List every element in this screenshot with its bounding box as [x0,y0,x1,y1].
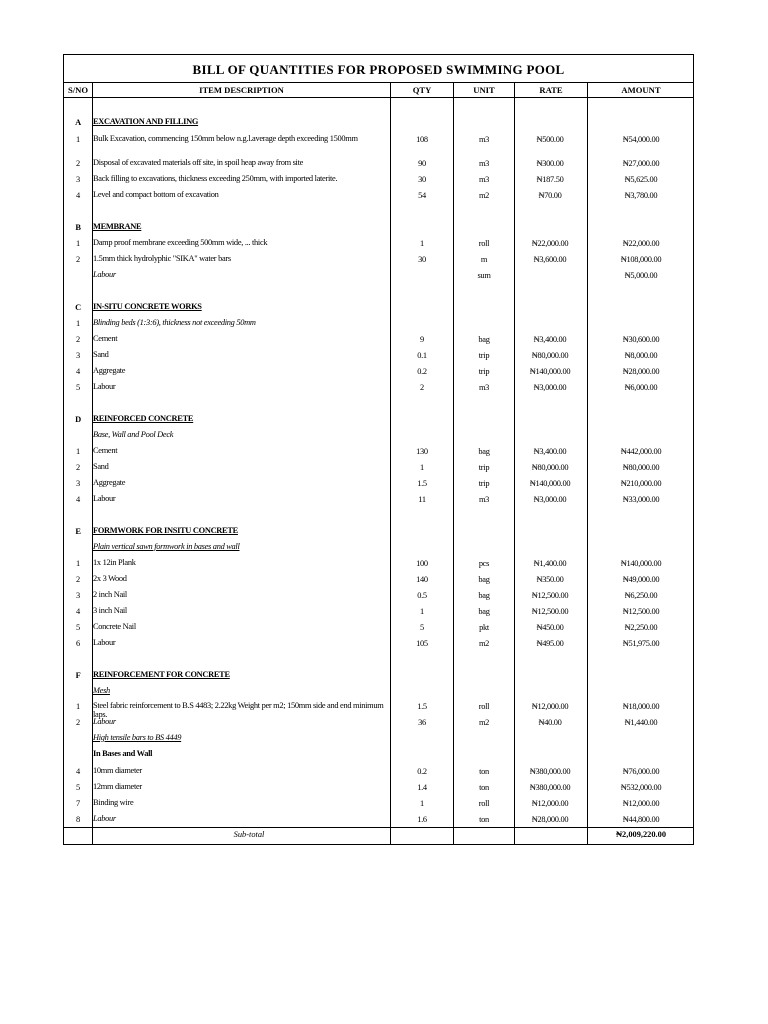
sno-cell: 2 [76,159,80,168]
sno-cell: 1 [76,702,80,711]
rate-cell: ₦3,600.00 [533,255,567,264]
unit-cell: m2 [478,191,490,200]
description-cell: Cement [93,446,118,455]
header-amount: AMOUNT [621,85,661,95]
unit-cell: m [480,255,488,264]
rate-cell: ₦300.00 [536,159,564,168]
col-divider-desc [390,83,391,844]
qty-cell: 1 [420,239,424,248]
amount-cell: ₦54,000.00 [622,135,660,144]
qty-cell: 36 [418,718,426,727]
subtotal-label: Sub-total [233,830,265,839]
description-cell: Labour [93,638,116,647]
description-cell: In Bases and Wall [93,749,153,758]
description-cell: Steel fabric reinforcement to B.S 4483; 2.22kg Weight per m2; 150mm side and end minimum laps. [93,701,384,719]
sno-cell: 4 [76,495,80,504]
sno-cell: 5 [76,383,80,392]
header-rate: RATE [539,85,563,95]
amount-cell: ₦49,000.00 [622,575,660,584]
amount-cell: ₦44,800.00 [622,815,660,824]
unit-cell: bag [478,335,490,344]
rate-cell: ₦380,000.00 [529,767,571,776]
unit-cell: roll [478,239,490,248]
sno-cell: 2 [76,718,80,727]
unit-cell: bag [478,447,490,456]
sno-cell: 2 [76,335,80,344]
rate-cell: ₦28,000.00 [531,815,569,824]
sno-cell: 2 [76,255,80,264]
rate-cell: ₦12,000.00 [531,702,569,711]
rate-cell: ₦12,500.00 [531,591,569,600]
unit-cell: m3 [478,175,490,184]
qty-cell: 5 [420,623,424,632]
header-sno: S/NO [67,85,89,95]
sno-cell: 1 [76,319,80,328]
sno-cell: 2 [76,463,80,472]
description-cell: Aggregate [93,366,126,375]
amount-cell: ₦5,000.00 [624,271,658,280]
sno-cell: 4 [76,607,80,616]
document-title: BILL OF QUANTITIES FOR PROPOSED SWIMMING POOL [64,55,693,83]
amount-cell: ₦532,000.00 [620,783,662,792]
rate-cell: ₦495.00 [536,639,564,648]
sno-cell: B [75,223,81,232]
amount-cell: ₦3,780.00 [624,191,658,200]
qty-cell: 9 [420,335,424,344]
qty-cell: 2 [420,383,424,392]
unit-cell: trip [478,367,490,376]
unit-cell: roll [478,702,490,711]
rate-cell: ₦40.00 [538,718,562,727]
sno-cell: 3 [76,479,80,488]
table-header [64,83,693,98]
description-cell: Plain vertical sawn formwork in bases and wall [93,542,240,551]
description-cell: 1.5mm thick hydrolyphic "SIKA" water bars [93,254,231,263]
unit-cell: ton [479,815,489,824]
unit-cell: m3 [478,135,490,144]
description-cell: 2 inch Nail [93,590,127,599]
rate-cell: ₦450.00 [536,623,564,632]
description-cell: Sand [93,462,109,471]
qty-cell: 0.1 [417,351,427,360]
description-cell: 12mm diameter [93,782,142,791]
qty-cell: 130 [416,447,428,456]
description-cell: 2x 3 Wood [93,574,127,583]
rate-cell: ₦140,000.00 [529,367,571,376]
sno-cell: 1 [76,447,80,456]
description-cell: Level and compact bottom of excavation [93,190,219,199]
rate-cell: ₦80,000.00 [531,351,569,360]
rate-cell: ₦80,000.00 [531,463,569,472]
qty-cell: 1.4 [417,783,427,792]
qty-cell: 0.2 [417,767,427,776]
qty-cell: 90 [418,159,426,168]
unit-cell: m2 [478,639,490,648]
header-qty: QTY [412,85,432,95]
description-cell: Labour [93,494,116,503]
unit-cell: trip [478,463,490,472]
description-cell: Labour [93,382,116,391]
description-cell: Blinding beds (1:3:6), thickness not exceeding 50mm [93,318,256,327]
rate-cell: ₦3,000.00 [533,495,567,504]
description-cell: FORMWORK FOR INSITU CONCRETE [93,526,238,535]
sno-cell: 4 [76,191,80,200]
qty-cell: 30 [418,175,426,184]
rate-cell: ₦12,000.00 [531,799,569,808]
description-cell: REINFORCEMENT FOR CONCRETE [93,670,230,679]
description-cell: 10mm diameter [93,766,142,775]
unit-cell: bag [478,607,490,616]
description-cell: Back filling to excavations, thickness exceeding 250mm, with imported laterite. [93,174,338,183]
amount-cell: ₦33,000.00 [622,495,660,504]
amount-cell: ₦108,000.00 [620,255,662,264]
amount-cell: ₦18,000.00 [622,702,660,711]
sno-cell: 4 [76,767,80,776]
amount-cell: ₦12,500.00 [622,607,660,616]
rate-cell: ₦12,500.00 [531,607,569,616]
qty-cell: 0.5 [417,591,427,600]
rate-cell: ₦140,000.00 [529,479,571,488]
sno-cell: 3 [76,175,80,184]
qty-cell: 1.6 [417,815,427,824]
unit-cell: trip [478,479,490,488]
rate-cell: ₦70.00 [538,191,562,200]
unit-cell: m2 [478,718,490,727]
unit-cell: roll [478,799,490,808]
unit-cell: ton [479,783,489,792]
amount-cell: ₦442,000.00 [620,447,662,456]
qty-cell: 1 [420,607,424,616]
rate-cell: ₦1,400.00 [533,559,567,568]
rate-cell: ₦350.00 [536,575,564,584]
unit-cell: m3 [478,383,490,392]
sno-cell: 1 [76,135,80,144]
description-cell: Disposal of excavated materials off site, in spoil heap away from site [93,158,304,167]
amount-cell: ₦210,000.00 [620,479,662,488]
description-cell: EXCAVATION AND FILLING [93,117,199,126]
rate-cell: ₦500.00 [536,135,564,144]
rate-cell: ₦3,400.00 [533,447,567,456]
amount-cell: ₦51,975.00 [622,639,660,648]
sno-cell: 1 [76,559,80,568]
unit-cell: m3 [478,495,490,504]
description-cell: Damp proof membrane exceeding 500mm wide, ... thick [93,238,268,247]
sno-cell: 3 [76,591,80,600]
description-cell: 1x 12in Plank [93,558,136,567]
amount-cell: ₦80,000.00 [622,463,660,472]
amount-cell: ₦22,000.00 [622,239,660,248]
description-cell: Concrete Nail [93,622,136,631]
amount-cell: ₦6,250.00 [624,591,658,600]
description-cell: Labour [93,270,116,279]
sno-cell: 5 [76,623,80,632]
unit-cell: ton [479,767,489,776]
rate-cell: ₦3,000.00 [533,383,567,392]
description-cell: Mesh [93,686,110,695]
qty-cell: 54 [418,191,426,200]
sno-cell: 5 [76,783,80,792]
description-cell: Cement [93,334,118,343]
unit-cell: bag [478,575,490,584]
qty-cell: 1 [420,463,424,472]
sno-cell: 3 [76,351,80,360]
description-cell: High tensile bars to BS 4449 [93,733,182,742]
qty-cell: 100 [416,559,428,568]
amount-cell: ₦76,000.00 [622,767,660,776]
amount-cell: ₦1,440.00 [624,718,658,727]
amount-cell: ₦2,250.00 [624,623,658,632]
amount-cell: ₦5,625.00 [624,175,658,184]
qty-cell: 11 [418,495,426,504]
unit-cell: trip [478,351,490,360]
sno-cell: 2 [76,575,80,584]
sno-cell: C [75,303,81,312]
rate-cell: ₦187.50 [536,175,564,184]
description-cell: Base, Wall and Pool Deck [93,430,174,439]
rate-cell: ₦3,400.00 [533,335,567,344]
description-cell: Sand [93,350,109,359]
qty-cell: 1.5 [417,702,427,711]
description-cell: MEMBRANE [93,222,142,231]
amount-cell: ₦8,000.00 [624,351,658,360]
sno-cell: 7 [76,799,80,808]
sno-cell: E [75,527,81,536]
sno-cell: 1 [76,239,80,248]
header-item-description: ITEM DESCRIPTION [199,85,284,95]
qty-cell: 1.5 [417,479,427,488]
rate-cell: ₦380,000.00 [529,783,571,792]
qty-cell: 108 [416,135,428,144]
amount-cell: ₦28,000.00 [622,367,660,376]
sno-cell: D [75,415,81,424]
sno-cell: A [75,118,81,127]
qty-cell: 140 [416,575,428,584]
unit-cell: m3 [478,159,490,168]
bill-of-quantities-sheet [63,54,694,845]
unit-cell: pcs [478,559,490,568]
description-cell: IN-SITU CONCRETE WORKS [93,302,202,311]
description-cell: REINFORCED CONCRETE [93,414,194,423]
amount-cell: ₦6,000.00 [624,383,658,392]
sno-cell: 8 [76,815,80,824]
description-cell: Aggregate [93,478,126,487]
unit-cell: pkt [479,623,489,632]
description-cell: Labour [93,717,116,726]
description-cell: Bulk Excavation, commencing 150mm below n.g.l.average depth exceeding 1500mm [93,134,358,143]
rate-cell: ₦22,000.00 [531,239,569,248]
description-cell: 3 inch Nail [93,606,127,615]
amount-cell: ₦27,000.00 [622,159,660,168]
subtotal-amount: ₦2,009,220.00 [615,830,667,839]
header-unit: UNIT [473,85,495,95]
unit-cell: sum [477,271,491,280]
description-cell: Binding wire [93,798,134,807]
amount-cell: ₦12,000.00 [622,799,660,808]
description-cell: Labour [93,814,116,823]
qty-cell: 1 [420,799,424,808]
sno-cell: 6 [76,639,80,648]
col-divider-qty [453,83,454,844]
sno-cell: F [75,671,81,680]
amount-cell: ₦140,000.00 [620,559,662,568]
sno-cell: 4 [76,367,80,376]
qty-cell: 105 [416,639,428,648]
qty-cell: 0.2 [417,367,427,376]
amount-cell: ₦30,600.00 [622,335,660,344]
unit-cell: bag [478,591,490,600]
qty-cell: 30 [418,255,426,264]
